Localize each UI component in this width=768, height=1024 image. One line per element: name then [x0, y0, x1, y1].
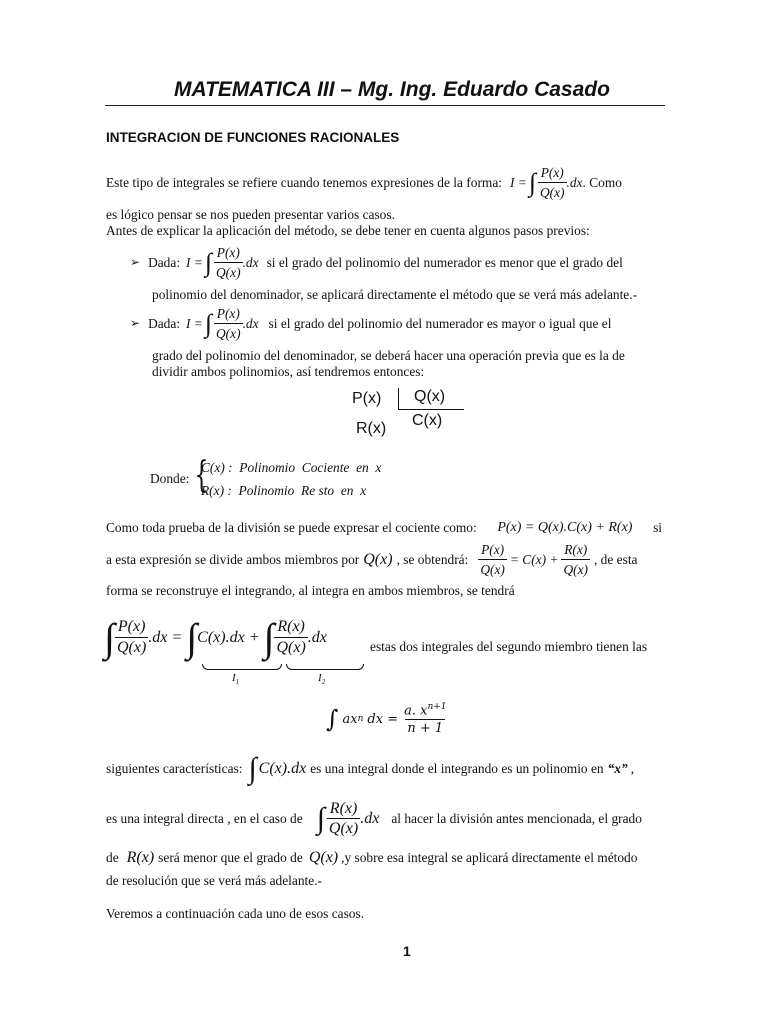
division-c: C(x) [412, 412, 443, 429]
p1-formula: I = [510, 175, 527, 190]
page-header: MATEMATICA III – Mg. Ing. Eduardo Casado [174, 78, 610, 101]
b1-label: Dada: [148, 255, 181, 270]
paragraph-1: Este tipo de integrales se refiere cuando tenemos expresiones de la forma: I = ∫ $\frac{P(x)}{Q(x)}$ .dx . Como [106, 165, 622, 200]
b2-fraction: $\frac{P(x)}{Q(x)}$ [216, 306, 241, 341]
paragraph-3 [106, 519, 662, 536]
b1-text: si el grado del polinomio del numerador es menor que el grado del [266, 255, 623, 270]
b2-text: si el grado del polinomio del numerador es mayor o igual que el [268, 316, 612, 331]
donde-label: Donde: [150, 471, 190, 486]
division-vertical-rule [398, 388, 399, 410]
b2-line3: dividir ambos polinomios, así tendremos entonces: [152, 364, 425, 379]
eq-after: estas dos integrales del segundo miembro tienen las [370, 639, 648, 654]
paragraph-10: Veremos a continuación cada uno de esos casos. [106, 906, 365, 921]
donde-c: C(x) : Polinomio Cociente en x [201, 460, 382, 475]
division-q: Q(x) [414, 388, 446, 405]
p6-x: “x” [607, 761, 628, 776]
main-equation: ∫ $\frac{P(x)}{Q(x)}$ .dx = ∫ C(x).dx + ∫ $\frac{R(x)}{Q(x)}$ .dx [104, 615, 327, 660]
paragraph-8: de R(x) será menor que el grado de Q(x) ,y sobre esa integral se aplicará directamente el método [106, 849, 638, 866]
p3-si: si [653, 520, 662, 535]
p6-int: C(x).dx [258, 760, 307, 777]
label-i1: $I_1$ [232, 672, 240, 687]
p4-fraction-2: $\frac{R(x)}{Q(x)}$ [563, 542, 588, 577]
p1-text: Este tipo de integrales se refiere cuando tenemos expresiones de la forma: [106, 175, 502, 190]
p6-after: es una integral donde el integrando es un polinomio en [310, 761, 604, 776]
p1-line2: es lógico pensar se nos pueden presentar varios casos. [106, 207, 395, 222]
p1-fraction: $\frac{P(x)}{Q(x)}$ [539, 165, 565, 200]
paragraph-9: de resolución que se verá más adelante.- [106, 873, 323, 888]
arrow-bullet-icon: ➢ [130, 316, 141, 330]
underbrace-1 [202, 664, 282, 670]
p7-text: es una integral directa , en el caso de [106, 811, 303, 826]
paragraph-4: a esta expresión se divide ambos miembros por Q(x) , se obtendrá: $\frac{P(x)}{Q(x)}$ = C(x) + $\frac{R(x)}{Q(x)}$ , de esta [106, 542, 638, 577]
integral-symbol: ∫ [528, 168, 536, 197]
p4-mid: , se obtendrá: [396, 552, 469, 567]
division-r: R(x) [356, 420, 387, 437]
b1-line2: polinomio del denominador, se aplicará directamente el método que se verá más adelante.- [152, 287, 638, 302]
division-horizontal-rule [398, 409, 464, 410]
p3-formula: P(x) = Q(x).C(x) + R(x) [497, 520, 633, 535]
p1-after: . Como [582, 175, 622, 190]
label-i2: $I_2$ [318, 672, 326, 687]
underbrace-2 [286, 664, 364, 670]
p7-after: al hacer la división antes mencionada, el grado [391, 811, 642, 826]
b2-line2: grado del polinomio del denominador, se deberá hacer una operación previa que es la de [152, 348, 625, 363]
paragraph-5: forma se reconstruye el integrando, al integra en ambos miembros, se tendrá [106, 583, 515, 598]
p3-text: Como toda prueba de la división se puede expresar el cociente como: [106, 520, 477, 535]
p4-qx: Q(x) [363, 551, 393, 568]
b1-fraction: $\frac{P(x)}{Q(x)}$ [216, 245, 241, 280]
p4-fraction-1: $\frac{P(x)}{Q(x)}$ [480, 542, 505, 577]
p6-text: siguientes características: [106, 761, 243, 776]
section-title: INTEGRACION DE FUNCIONES RACIONALES [106, 130, 400, 145]
p4-text: a esta expresión se divide ambos miembros por [106, 552, 360, 567]
page-number: 1 [403, 943, 411, 959]
b2-label: Dada: [148, 316, 181, 331]
division-p: P(x) [352, 390, 382, 407]
bullet-2: ➢ Dada: I = ∫ $\frac{P(x)}{Q(x)}$ .dx si el grado del polinomio del numerador es mayor o igual que el [130, 306, 612, 341]
arrow-bullet-icon: ➢ [130, 255, 141, 269]
paragraph-7: es una integral directa , en el caso de ∫ $\frac{R(x)}{Q(x)}$ .dx al hacer la división antes mencionada, el grado [106, 800, 642, 837]
donde-r: R(x) : Polinomio Re sto en x [201, 483, 367, 498]
paragraph-2: Antes de explicar la aplicación del método, se debe tener en cuenta algunos pasos previos: [106, 223, 590, 238]
bullet-1: ➢ Dada: I = ∫ $\frac{P(x)}{Q(x)}$ .dx si el grado del polinomio del numerador es menor que el grado del [130, 245, 623, 280]
header-rule [105, 105, 665, 106]
p4-after: , de esta [593, 552, 638, 567]
donde-brace: { [194, 455, 209, 496]
paragraph-6: siguientes características: ∫ C(x).dx es una integral donde el integrando es un polinomio en “x” , [106, 752, 635, 785]
power-rule-formula: ∫ ax n dx = $\frac{a. x^{n+1}}{n + 1}$ [326, 702, 447, 737]
